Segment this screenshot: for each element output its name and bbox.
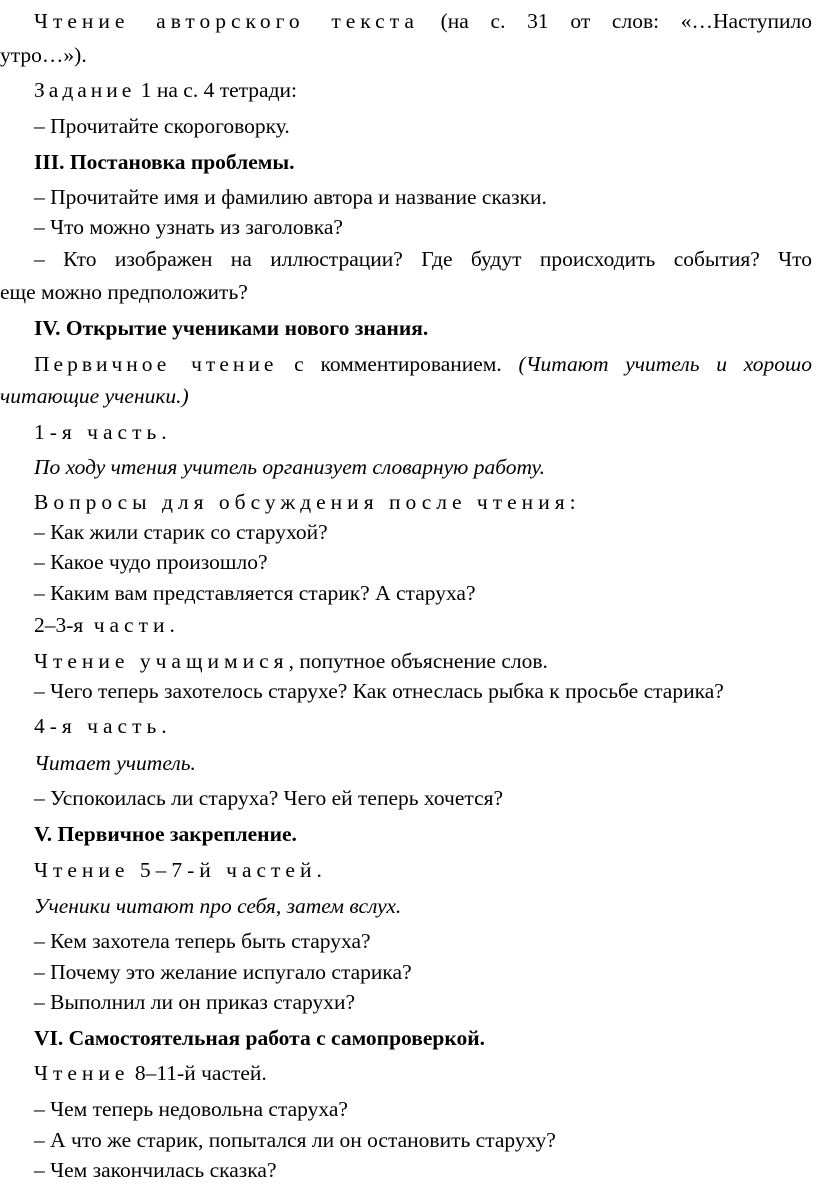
spaced-text: Вопросы для обсуждения после чтения [34, 490, 570, 514]
section-heading-4: IV. Открытие учениками нового знания. [34, 316, 429, 340]
spaced-text: Задание [34, 78, 136, 102]
section-heading-3: III. Постановка проблемы. [34, 150, 295, 174]
question-line: – Выполнил ли он приказ старухи? [34, 990, 356, 1014]
instruction-line: – Что можно узнать из заголовка? [34, 215, 343, 239]
italic-note: Ученики читают про себя, затем вслух. [34, 894, 402, 918]
paragraph-student-reading: Чтение учащимися, попутное объяснение слов. [34, 649, 548, 673]
spaced-text: Чтение учащимися [34, 649, 289, 673]
spaced-text: Чтение авторского текста [34, 9, 419, 33]
part-label: Чтение 5–7-й частей. [34, 858, 327, 882]
question-line: – Почему это желание испугало старика? [34, 960, 412, 984]
paragraph-task-1: Задание 1 на с. 4 тетради: [34, 78, 298, 102]
spaced-text: Чтение [34, 1061, 130, 1085]
spaced-text: Первичное чтение [34, 352, 278, 376]
paragraph-first-reading-cont: читающие ученики.) [0, 384, 189, 408]
question-line: – Успокоилась ли старуха? Чего ей теперь хочется? [34, 786, 504, 810]
question-line: – Чем теперь недовольна старуха? [34, 1097, 348, 1121]
part-label: 4-я часть. [34, 714, 172, 738]
questions-heading: Вопросы для обсуждения после чтения: [34, 490, 576, 514]
section-heading-5: V. Первичное закрепление. [34, 822, 297, 846]
italic-note: Читает учитель. [34, 751, 196, 775]
paragraph-self-reading: Чтение 8–11-й частей. [34, 1061, 267, 1085]
question-line: – Чем закончилась сказка? [34, 1158, 277, 1182]
question-line: – Какое чудо произошло? [34, 550, 268, 574]
part-label: 2–3-я части. [34, 613, 180, 637]
paragraph-reading-intro: Чтение авторского текста (на с. 31 от слов: «…Наступило [34, 9, 812, 33]
question-line: – Как жили старик со старухой? [34, 520, 328, 544]
instruction-line: – Прочитайте скороговорку. [34, 114, 290, 138]
question-line: – Чего теперь захотелось старухе? Как отнеслась рыбка к просьбе старика? [34, 679, 724, 703]
instruction-line-cont: еще можно предположить? [0, 280, 248, 304]
paragraph-reading-intro-cont: утро…»). [0, 43, 87, 67]
section-heading-6: VI. Самостоятельная работа с самопроверкой. [34, 1026, 485, 1050]
question-line: – Каким вам представляется старик? А старуха? [34, 581, 476, 605]
instruction-line: – Прочитайте имя и фамилию автора и название сказки. [34, 185, 547, 209]
instruction-line: – Кто изображен на иллюстрации? Где будут происходить события? Что [34, 247, 812, 271]
question-line: – Кем захотела теперь быть старуха? [34, 929, 371, 953]
part-label: 1-я часть. [34, 420, 172, 444]
question-line: – А что же старик, попытался ли он остановить старуху? [34, 1128, 556, 1152]
paragraph-first-reading: Первичное чтение с комментированием. (Читают учитель и хорошо [34, 352, 812, 376]
italic-note: По ходу чтения учитель организует словарную работу. [34, 455, 546, 479]
